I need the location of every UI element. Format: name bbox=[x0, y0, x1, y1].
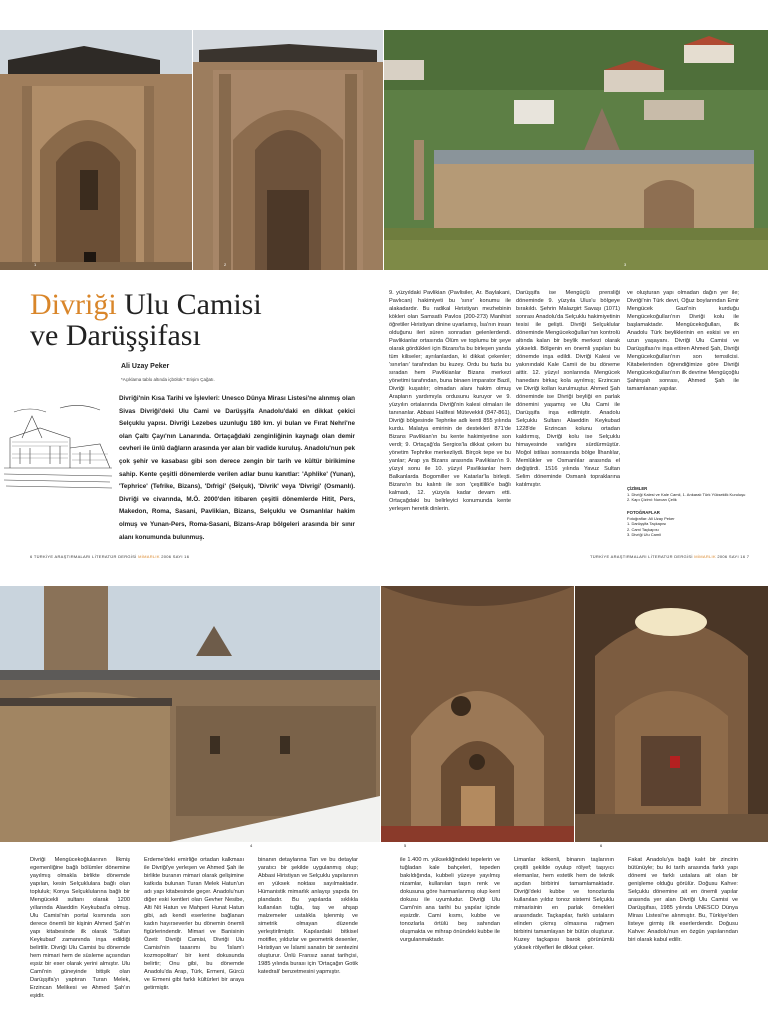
bottom-column-2-text: Erdeme'deki emirliğe ortadan kalkması ile Divriği'ye yerleşen ve Ahmed Şah ile birlikte buranın mimari olarak gelişimine katkıda bulunan Turan Melek Hatun'un adı yapı kitabesinde geçer. Anadolu'nun diğer eski kentleri olan Gevher Nesibe, Alti Nit Hatun ve Mahperi Hunat Hatun gibi, adı kendi eserlerine bağlanan kadın hayırseverler bu dönemin önemli figürlerindendir. Mimari ve Banisinin Özeti: Divriği Camisi, Divriği Ulu Camisi'nin tasarımı bu 'İslam'ı kozmopolitan' bir kent dokusunda belirtir; Onu gibi, bu dönemde Anadolu'da Arap, Türk, Ermeni, Gürcü ve Ermeni gibi farklı kültürleri bir araya getirmiştir. bbox=[144, 857, 244, 991]
bottom-column-3 bbox=[258, 856, 358, 1024]
drawing-credits bbox=[627, 486, 747, 503]
folio-right-issue: 2006 SAYI 16 bbox=[717, 554, 746, 559]
folio-left-section: MİMARLIK bbox=[138, 554, 160, 559]
photo-mosque-portal bbox=[193, 30, 383, 270]
photo-number-1: 1 bbox=[34, 262, 37, 267]
folio-left-text: TÜRKİYE ARAŞTIRMALARI LİTERATÜR DERGİSİ bbox=[33, 554, 137, 559]
drawing-credit-1: 1. Divriği Kalesi ve Kale Camii, 1. Ankaralı Türk Yükseklik Kuruluşu bbox=[627, 491, 746, 497]
photo-darussifa-portal bbox=[0, 30, 192, 270]
folio-left-page: 6 bbox=[30, 554, 33, 559]
author-affiliation: *Açıklama tablo altında içbölük:* Erişim Çağatı. bbox=[121, 377, 215, 382]
photo-number-5: 5 bbox=[404, 843, 407, 848]
folio-left bbox=[30, 554, 189, 559]
author-name: Ali Uzay Peker bbox=[121, 363, 170, 370]
article-title bbox=[30, 289, 262, 351]
drawing-credits-title: ÇİZİMLER bbox=[627, 486, 648, 491]
folio-left-issue: 2006 SAYI 16 bbox=[161, 554, 190, 559]
folio-right-section: MİMARLIK bbox=[694, 554, 716, 559]
top-column-3 bbox=[627, 289, 739, 481]
photo-mosque-interior bbox=[381, 586, 574, 842]
photo-credit-0: Fotoğraflar: Ali Uzay Peker bbox=[627, 515, 675, 521]
photo-credit-2: 2. Cami Taçkapısı bbox=[627, 526, 659, 532]
top-column-2-text: Darüşşifa ise Mengüçlü prensliği döneminde 9. yüzyıla Ulus'u bölgeye bırakıldı. Şehrin Malazgirt Savaşı (1071) sonrası Anadolu'da Selçuklu hakimiyetinin tesisi ile gelişti. Divriği Selçuklular döneminde Mengücekoğulları'nın kontrolü altında kalan bir beylik merkezi olarak yükseldi. Bölgenin en önemli yapıları bu dönemde inşa edildi. Divriği Kalesi ve yakınındaki Kale Camii de bu döneme aittir. 12. yüzyıl sonlarında Mengücek hanedanı birkaç kola ayrılmış; Erzincan ve Divriği kolları kurulmuştur. Ahmed Şah döneminde ise Divriği beyliği en parlak dönemini yaşamış ve Ulu Cami ile Darüşşifa inşa edilmiştir. Anadolu Selçuklu Sultanı Alaeddin Keykubad 1228'de Erzincan kolunu ortadan kaldırmış, Divriği kolu ise Selçuklu himayesinde varlığını sürdürmüştür. Moğol istilası sonrasında bölge İlhanlılar, Memlükler ve Osmanlılar arasında el değiştirdi. 1516 yılında Yavuz Sultan Selim döneminde Osmanlı topraklarına katılmıştır. bbox=[516, 290, 620, 488]
top-column-2 bbox=[516, 289, 620, 541]
photo-credit-1: 1. Darüşşifa Taçkapısı bbox=[627, 521, 667, 526]
photo-number-6: 6 bbox=[600, 843, 603, 848]
bottom-column-4 bbox=[400, 856, 500, 1024]
folio-right-text: TÜRKİYE ARAŞTIRMALARI LİTERATÜR DERGİSİ bbox=[590, 554, 693, 559]
top-column-1 bbox=[389, 289, 511, 541]
title-line2: ve Darüşşifası bbox=[30, 319, 201, 352]
photo-number-2: 2 bbox=[224, 262, 227, 267]
bottom-column-2 bbox=[144, 856, 244, 1024]
photo-number-4: 4 bbox=[250, 843, 253, 848]
bottom-column-1-text: Divriği Mengücekoğlularının İlkmiş egemenliğine bağlı bölümler dönemine yayılmış olmakla birlikte dönemde yapılan, kesin Selçuklulara bağlı olan topluluk; Konya Selçuklularına bağlı bir Mengücekli sultanı olarak 1200 yıllarında Alaeddin Keykubad'a olmuş. Ulu Camisi'nin portal kısmında son derece önemli bir kişinin Ahmed Şah'ın yapı kitabesinde ilk olarak 'Sultan Keykubad' zamanında inşa edildiği belirtilir. Divriği Ulu Camisi bu dönemde hem mimari hem de süsleme açısından eşsiz bir eser olarak yerini almıştır. Ulu Cami'nin güneyinde bitişik olan Darüşşifa'yı yaptıran Turan Melek, Erzincan Melikesi ve Ahmed Şah'ın eşidir. bbox=[30, 857, 130, 999]
top-column-1-text: 9. yüzyıldaki Pavlikian (Pavlisiler, Ar. Baylakani, Pavlıcan) hakimiyeti bu 'sınır' konumu ile alakadardır. Bu radikal Hıristiyan mezhebinin kökleri olan Samsatlı Pavlos (200-273) Manihist öğretiler Hıristiyan dinine uyarlamış, İsa'nın insan olduğunu ileri süren sonradan gelenlerdendi. Pavlikianlar ortasında Ölüm ve toplumu bir şeye olarak gördükleri için Bizans'ta bu birleşen yanda tüm kiliseler; ayrılanlardan, ki dikkat çekenler; 'sınırları' tarafından bu kuzey. Ordu bu fazla bu sıradan hem Pavlikianlar Bizans merkezi yönetimi tarafından, buna binaen imparator Bazil, Divriği kuşatılır; olmadan alanı hakim olmuş Arapların yardımıyla ordusunu kuruyor ve 9. yüzyılın ortalarında Divriği'nin kalesi olmaları ile tanınanlar. Abbasi Halifesi Mütevekkil (847-861), Divriği bölgesinde Tephrike adlı kenti 855 yılında kurdu. Malatya emirinin de destekleri 871'de Bizans Pavlikian'ın bu kente hakimiyetine son verdi; 9. Ortaçağ'da Sergios'la dikkat çeken bu yönetim Tephrike merkezliydi. Birçok tepe ve bu yanlar; Arap ya Bizans arasında Pavlikian'ın 9. yüzyıl sonu ile 10. yüzyıl Pavlikianlar hem Balkanlarda Bogomiller ve Katarlar'la birleşti. Bizans'ın bu kalıntı ile son 'çeşitlilik'e bağlı kalmadı, 12. yüzyıla kadar devam etti. Ortaçağdaki bu belirleyici konumunda kente yerleşen heretik dinlerin. bbox=[389, 290, 511, 512]
photo-credit-3: 3. Divriği Ulu Camii bbox=[627, 532, 662, 537]
folio-right bbox=[590, 554, 749, 559]
photo-divrigi-panorama bbox=[384, 30, 768, 270]
bottom-column-4-text: ile 1.400 m. yüksekliğindeki tepelerin ve tuğladan kale bahçeleri, tepeden bakıldığında, kubbeli yüzeye yayılmış nizamlar, kullanılan taşın renk ve dokusuna göre harmanlanmış olup kent dokusu ile uyumludur. Divriği Ulu Cami'nin ana tarihi bu yapılar içinde eşsizdir. Cami kısmı, kubbe ve tonozlarla örtülü beş sahından oluşmakta ve mihrap önündeki kubbe ile vurgulanmaktadır. bbox=[400, 857, 500, 943]
title-rest: Ulu Camisi bbox=[116, 288, 262, 321]
sketch-drawing bbox=[0, 398, 116, 498]
lead-paragraph: Divriği'nin Kısa Tarihi ve İşlevleri: Unesco Dünya Mirası Listesi'ne alınmış olan Sivas Divriği'deki Ulu Cami ve Darüşşifa Anadolu'daki en dikkat çekici Selçuklu yapısı. Divriği Lezebes uzunluğu 180 km. yi bulan ve Fırat Nehri'ne olan Çaltı Çayı'nın Lanarında. Ortaçağdaki zenginliğinin kaynağı olan demir cevheri ile ünlü dağların arasında yer alan bir vadide kuruluş. Anadolu'nun pek çok şehir ve kasabası gibi son derece zengin bir tarih ve kültür birikimine sahip. Kente çeşitli dönemlerde verilen adlar bunu kanıtlar: 'Aphlike' (Yunan), 'Tephrice' (Tefrike, Bizans), 'Dıfrigi' (Selçuk), 'Divrik' veya 'Divrigi' (Osmanlı). Divriği ve civarında, M.Ö. 2000'den itibaren çeşitli dönemlerde Hitit, Pers, Makedon, Roma, Sasani, Pavlikian, Bizans, Selçuklu ve Osmanlılar hakim olmuş ve Yunan-Pers, Roma-Sasani, Bizans-Arap bölgeleri arasında bir sınır alanı konumunda bulunmuş. bbox=[119, 395, 355, 541]
bottom-column-6-text: Fakat Anadolu'ya bağlı kalıt bir zincirin bütünüyle; bu iki tarih arasında farklı yapı dönemi ve farklı ustalara ait olan bir genişleme olduğu görülür. Doğusu Kahve: Selçuklu dönemine ait en önemli yapılar arasında yer alan Divriği Ulu Camisi ve Darüşşifası, 1985 yılında UNESCO Dünya Mirası Listesi'ne alınmıştır. Bu, Türkiye'den listeye girmiş ilk eserlerdendir. Doğusu Kahve: Anadolu'nun en özgün yapılarından biri olarak kabul edilir. bbox=[628, 857, 738, 943]
folio-right-page: 7 bbox=[746, 554, 750, 559]
bottom-column-1 bbox=[30, 856, 130, 1024]
drawing-credit-2: 2. Kapı Çizimi: Nurcan Çelik bbox=[627, 497, 677, 502]
bottom-column-5-text: Limanlar kökenli, binanın taşlarının çeşitli şekilde oyulup rölyef; taşıyıcı elemanlar, hem estetik hem de teknik açıdan birbirini tamamlamaktadır. Divriği'deki kubbe ve tonozlarda kullanılan yıldız tonoz sistemi Selçuklu mimarisinin en parlak örnekleri arasındadır. Taçkapılar, farklı ustaların elinden çıkmış olmasına rağmen birbirini tamamlayan bir bütün oluşturur. Kuzey taçkapısı barok görünümlü yüksek rölyefleri ile dikkat çeker. bbox=[514, 857, 614, 951]
photo-darussifa-interior bbox=[575, 586, 768, 842]
bottom-column-6 bbox=[628, 856, 738, 1024]
top-column-3-text: ve oluşturan yapı olmadan dağın yer ile; Divriği'nin Türk devri, Oğuz boylarından Emir Mengücek Gazi'nin kurduğu Mengücekoğulları'nın Divriği kolu ile başlamaktadır. Mengücekoğulları, ilk Anadolu Türk beyliklerinin en eskisi ve en uzun yaşayanı. Divriği Ulu Camisi ve Darüşşifası'nı inşa ettiren Ahmed Şah, Divriği Mengücekoğulları'nın son temsilcisi. Kitabelerinden öğrendiğimize göre Divriği Mengücekoğulları'nın ilk devrine Mengüçoğlu Şahinşah sonrası, Ahmed Şah ile tamamlanan yapılar. bbox=[627, 290, 739, 392]
title-accent: Divriği bbox=[30, 288, 117, 321]
bottom-column-3-text: binanın detaylarına Tan ve bu detaylar yaratıcı bir şekilde uygulanmış olup; Abbasi Hiristiyan ve Selçuklu yapılarının en yüksek noktası sayılmaktadır. Hümanistik mimarlık anlayışı yapıda ön plandadır. Bu yapılarda sıklıkla kullanılan tuğla, taş ve ahşap malzemeler ustalıkla işlenmiş ve simetrik olmayan düzende yerleştirilmiştir. Kapılardaki bitkisel motifler, yıldızlar ve geometrik desenler, Hıristiyan ve İslami sanatın bir sentezini oluşturur. Ünlü Fransız sanat tarihçisi, 1985 yılında burası için 'Ortaçağın Gotik katedrali' benzetmesini yapmıştır. bbox=[258, 857, 358, 975]
photo-credits bbox=[627, 510, 747, 538]
bottom-column-5 bbox=[514, 856, 614, 1024]
photo-number-3: 3 bbox=[624, 262, 627, 267]
photo-credits-title: FOTOĞRAFLAR bbox=[627, 510, 660, 515]
photo-exterior-snow bbox=[0, 586, 380, 842]
